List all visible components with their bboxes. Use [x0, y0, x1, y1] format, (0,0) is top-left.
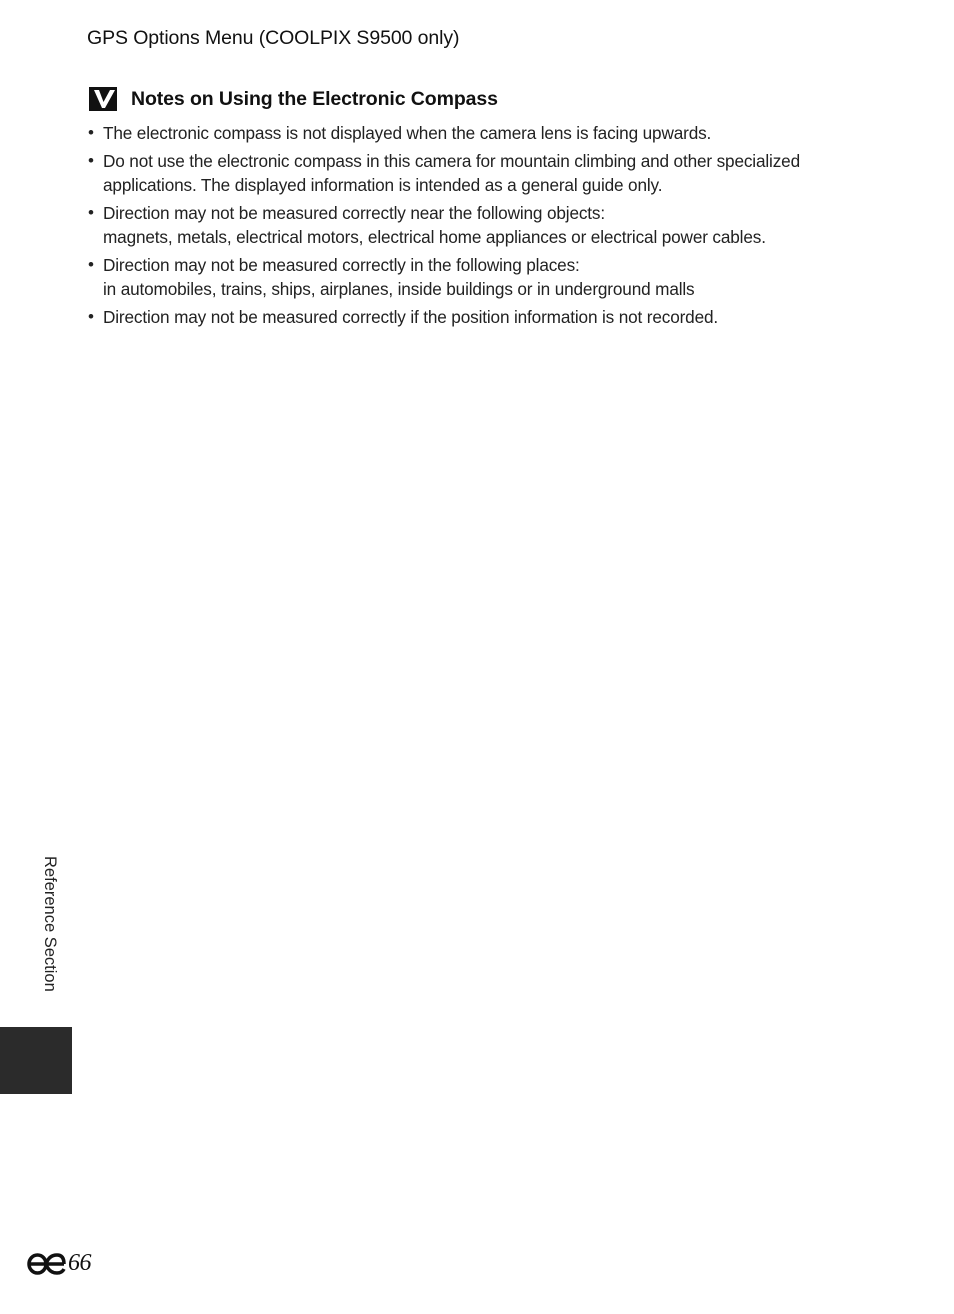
list-item-text: Direction may not be measured correctly near the following objects:	[103, 203, 606, 223]
list-item	[87, 149, 867, 197]
side-tab-marker	[0, 1027, 72, 1094]
list-item	[87, 201, 867, 249]
bullet-icon: •	[88, 151, 94, 170]
bullet-icon: •	[88, 203, 94, 222]
list-item	[87, 121, 867, 145]
list-item-text: in automobiles, trains, ships, airplanes, inside buildings or in underground malls	[103, 279, 695, 299]
list-item-text: applications. The displayed information is intended as a general guide only.	[103, 175, 663, 195]
page-number	[27, 1250, 91, 1277]
list-item-text: Do not use the electronic compass in this camera for mountain climbing and other specialized	[103, 151, 800, 171]
bullet-icon: •	[88, 123, 94, 142]
list-item	[87, 253, 867, 301]
note-title: Notes on Using the Electronic Compass	[131, 87, 498, 110]
list-item	[87, 305, 867, 329]
reference-section-icon	[27, 1252, 67, 1276]
check-caution-icon	[88, 86, 118, 112]
running-header: GPS Options Menu (COOLPIX S9500 only)	[87, 27, 460, 49]
list-item-text: Direction may not be measured correctly if the position information is not recorded.	[103, 307, 719, 327]
page-number-text: 66	[68, 1250, 91, 1276]
list-item-text: The electronic compass is not displayed when the camera lens is facing upwards.	[103, 123, 712, 143]
note-heading	[88, 86, 498, 112]
bullet-icon: •	[88, 307, 94, 326]
list-item-text: magnets, metals, electrical motors, electrical home appliances or electrical power cables.	[103, 227, 766, 247]
bullet-icon: •	[88, 255, 94, 274]
note-bullet-list	[87, 121, 867, 333]
list-item-text: Direction may not be measured correctly in the following places:	[103, 255, 580, 275]
side-tab-label: Reference Section	[41, 856, 59, 992]
